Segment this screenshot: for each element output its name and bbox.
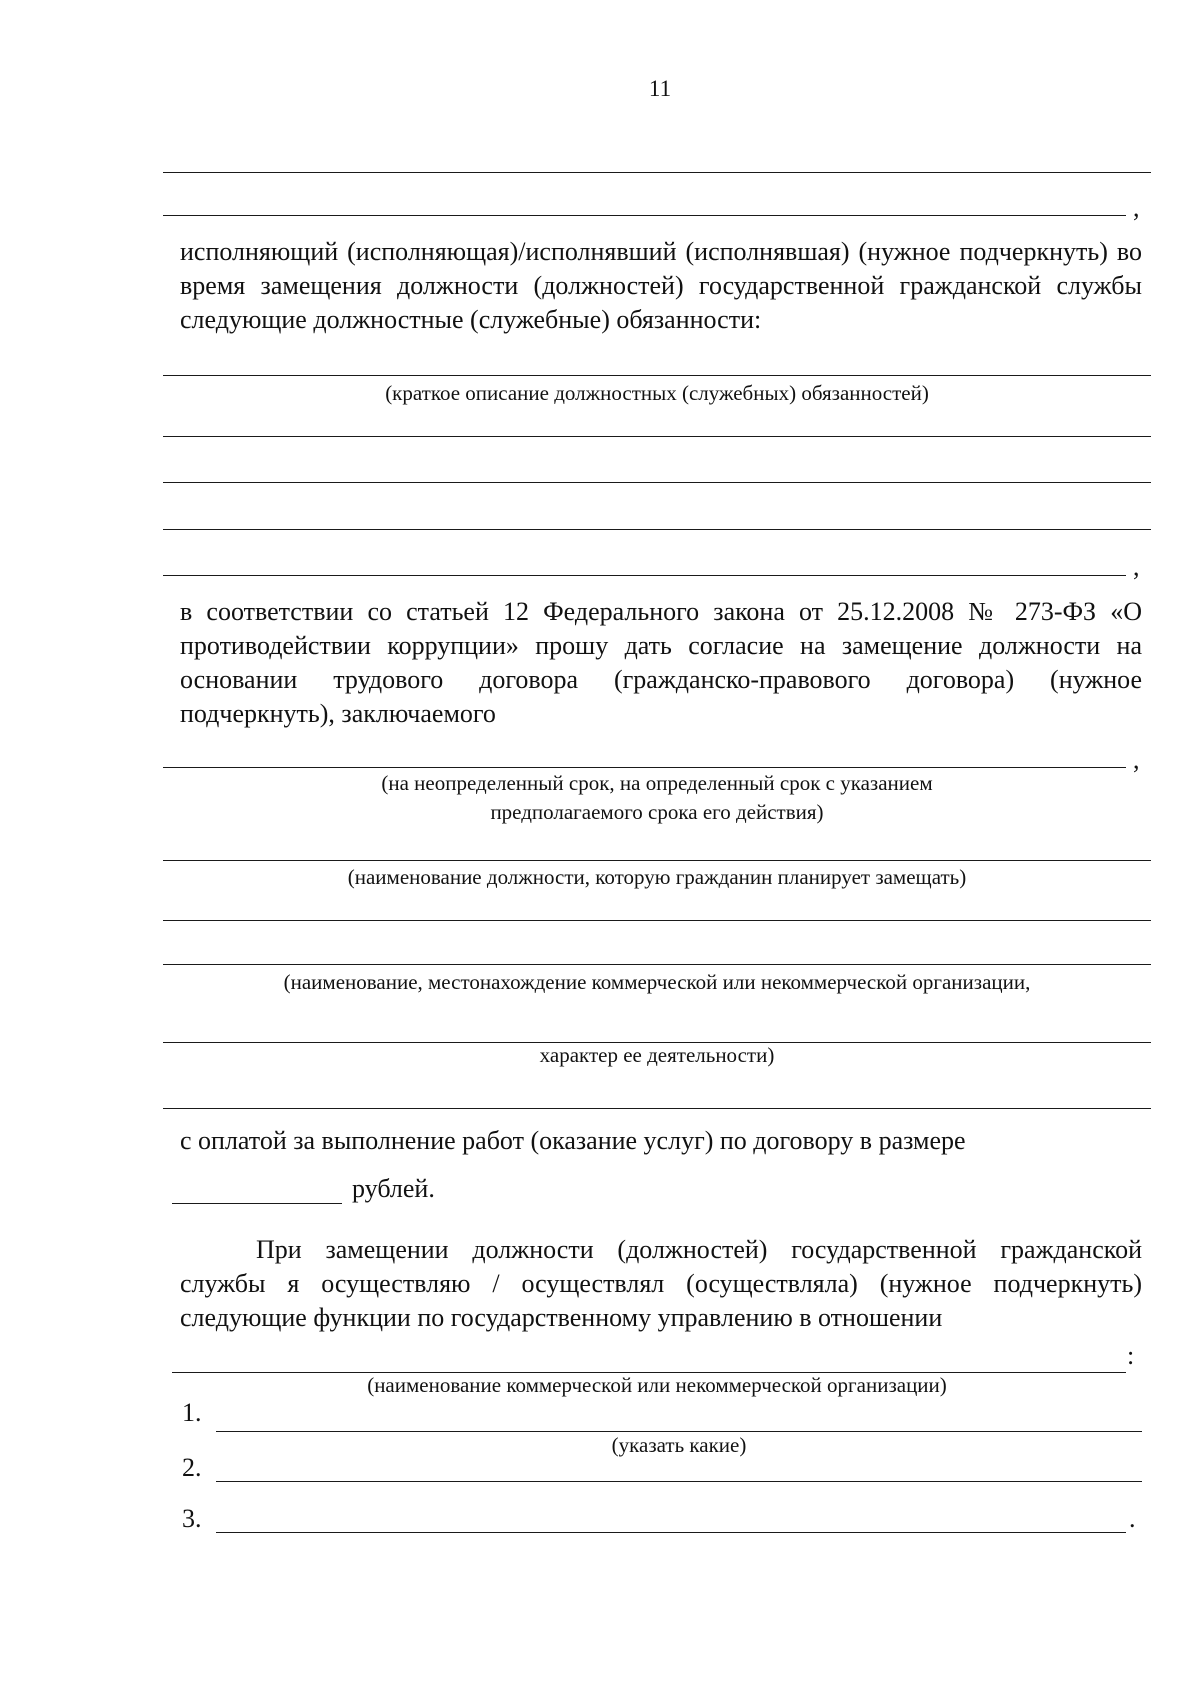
list-number-2: 2. bbox=[182, 1453, 202, 1482]
blank-line-org-1[interactable] bbox=[163, 964, 1151, 965]
duties-paragraph: исполняющий (исполняющая)/исполнявший (исполнявшая) (нужное подчеркнуть) во время замещения должности (должностей) государственной гражданской службы следующие должностные (служебные) обязанности: bbox=[180, 237, 1142, 334]
org-caption-line-2: характер ее деятельности) bbox=[539, 1043, 775, 1067]
comma: , bbox=[1133, 552, 1140, 581]
blank-line-name-1[interactable] bbox=[163, 172, 1151, 173]
blank-line-duties-1[interactable] bbox=[163, 375, 1151, 376]
term-caption-line-1: (на неопределенный срок, на определенный срок с указанием bbox=[381, 771, 933, 795]
term-caption-line-2: предполагаемого срока его действия) bbox=[490, 800, 824, 824]
duties-caption: (краткое описание должностных (служебных) обязанностей) bbox=[385, 381, 929, 405]
blank-line-function-3[interactable] bbox=[216, 1532, 1126, 1533]
consent-paragraph: в соответствии со статьей 12 Федерального закона от 25.12.2008 № 273-ФЗ «О противодействии коррупции» прошу дать согласие на замещение должности на основании трудового договора (гражданско-правового договора) (нужное подчеркнуть), заключаемого bbox=[180, 597, 1142, 728]
payment-currency: рублей. bbox=[352, 1174, 435, 1203]
blank-line-payment-amount[interactable] bbox=[172, 1203, 342, 1204]
blank-line-org-3[interactable] bbox=[163, 1108, 1151, 1109]
comma: , bbox=[1133, 193, 1140, 222]
functions-paragraph: При замещении должности (должностей) государственной гражданской службы я осуществляю / осуществлял (осуществляла) (нужное подчеркнуть) следующие функции по государственному управлению в отношении bbox=[180, 1235, 1142, 1332]
specify-caption: (указать какие) bbox=[611, 1433, 747, 1457]
list-number-1: 1. bbox=[182, 1398, 202, 1427]
payment-text: с оплатой за выполнение работ (оказание услуг) по договору в размере bbox=[180, 1126, 966, 1155]
list-number-3: 3. bbox=[182, 1504, 202, 1533]
blank-line-term[interactable] bbox=[163, 767, 1126, 768]
blank-line-function-2[interactable] bbox=[216, 1481, 1142, 1482]
blank-line-duties-5[interactable] bbox=[163, 575, 1126, 576]
colon: : bbox=[1127, 1341, 1135, 1370]
page-number: 11 bbox=[648, 76, 672, 101]
period: . bbox=[1129, 1504, 1136, 1533]
blank-line-duties-3[interactable] bbox=[163, 482, 1151, 483]
blank-line-duties-2[interactable] bbox=[163, 436, 1151, 437]
position-caption: (наименование должности, которую гражданин планирует замещать) bbox=[347, 865, 967, 889]
functions-org-caption: (наименование коммерческой или некоммерческой организации) bbox=[367, 1373, 947, 1397]
blank-line-duties-4[interactable] bbox=[163, 529, 1151, 530]
blank-line-position-2[interactable] bbox=[163, 920, 1151, 921]
comma: , bbox=[1133, 745, 1140, 774]
blank-line-name-2[interactable] bbox=[163, 215, 1126, 216]
blank-line-position[interactable] bbox=[163, 860, 1151, 861]
org-caption-line-1: (наименование, местонахождение коммерческой или некоммерческой организации, bbox=[283, 970, 1031, 994]
